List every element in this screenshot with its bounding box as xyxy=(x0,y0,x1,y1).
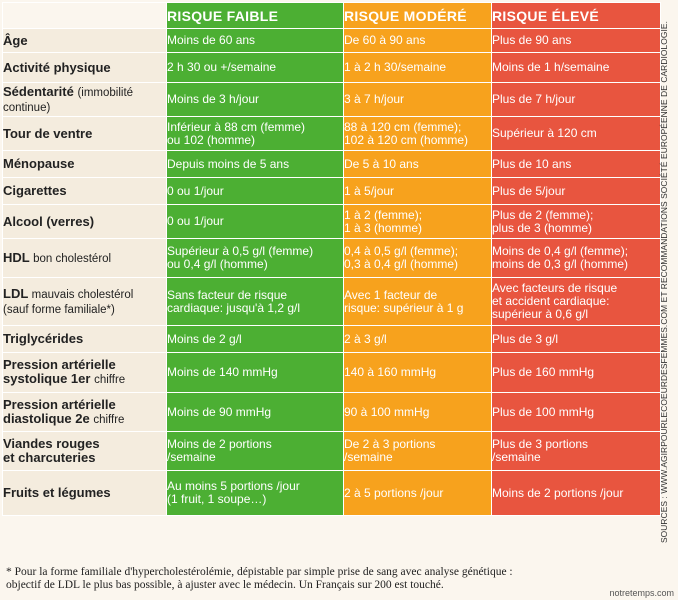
row-label-sub: mauvais cholestérol (sauf forme familiale*) xyxy=(3,288,134,316)
row-label-main: Alcool (verres) xyxy=(3,213,95,229)
row-label xyxy=(3,239,167,278)
cell-high-risk: Moins de 2 portions /jour xyxy=(492,471,661,516)
row-label-main: Fruits et légumes xyxy=(3,485,111,500)
sources-vertical xyxy=(652,4,676,560)
risk-table xyxy=(2,2,661,516)
row-label-sub: bon cholestérol xyxy=(33,252,112,265)
cell-high-risk: Plus de 10 ans xyxy=(492,151,661,178)
row-label xyxy=(3,205,167,239)
table-row xyxy=(3,53,661,83)
cell-moderate-risk: 90 à 100 mmHg xyxy=(344,393,492,432)
table-row xyxy=(3,326,661,353)
cell-low-risk: Moins de 2 g/l xyxy=(167,326,344,353)
row-label-main: HDL xyxy=(3,249,30,265)
row-label xyxy=(3,117,167,151)
cell-high-risk: Plus de 3 portions /semaine xyxy=(492,432,661,471)
row-label xyxy=(3,178,167,205)
cell-high-risk: Moins de 0,4 g/l (femme); moins de 0,3 g/l (homme) xyxy=(492,239,661,278)
cell-high-risk: Plus de 3 g/l xyxy=(492,326,661,353)
cell-high-risk: Plus de 90 ans xyxy=(492,29,661,53)
cell-high-risk: Plus de 100 mmHg xyxy=(492,393,661,432)
cell-low-risk: Sans facteur de risque cardiaque: jusqu'à 1,2 g/l xyxy=(167,278,344,326)
table-row xyxy=(3,432,661,471)
footnote-line-1: * Pour la forme familiale d'hypercholestérolémie, dépistable par simple prise de sang avec analyse génétique : xyxy=(6,566,513,578)
cell-low-risk: Moins de 2 portions /semaine xyxy=(167,432,344,471)
table-row xyxy=(3,117,661,151)
row-label xyxy=(3,53,167,83)
cell-low-risk: Inférieur à 88 cm (femme) ou 102 (homme) xyxy=(167,117,344,151)
cell-low-risk: 0 ou 1/jour xyxy=(167,178,344,205)
table-row xyxy=(3,393,661,432)
row-label-main: Activité physique xyxy=(3,59,111,75)
table-row xyxy=(3,278,661,326)
cell-moderate-risk: 1 à 2 (femme); 1 à 3 (homme) xyxy=(344,205,492,239)
cell-moderate-risk: 0,4 à 0,5 g/l (femme); 0,3 à 0,4 g/l (homme) xyxy=(344,239,492,278)
row-label xyxy=(3,393,167,432)
header-row xyxy=(3,3,661,29)
row-label xyxy=(3,151,167,178)
row-label xyxy=(3,353,167,393)
cell-low-risk: Moins de 90 mmHg xyxy=(167,393,344,432)
row-label-main: Pression artérielle diastolique 2e xyxy=(3,396,116,426)
row-label xyxy=(3,29,167,53)
cell-moderate-risk: De 60 à 90 ans xyxy=(344,29,492,53)
header-corner xyxy=(3,3,167,29)
cell-moderate-risk: 2 à 3 g/l xyxy=(344,326,492,353)
row-label xyxy=(3,278,167,326)
cell-low-risk: Moins de 60 ans xyxy=(167,29,344,53)
row-label-main: Âge xyxy=(3,32,28,48)
table-row xyxy=(3,471,661,516)
row-label-sub: (immobilité continue) xyxy=(3,86,134,114)
cell-high-risk: Plus de 5/jour xyxy=(492,178,661,205)
cell-moderate-risk: 88 à 120 cm (femme); 102 à 120 cm (homme) xyxy=(344,117,492,151)
row-label-main: Sédentarité xyxy=(3,83,74,99)
table-row xyxy=(3,151,661,178)
cell-low-risk: Au moins 5 portions /jour (1 fruit, 1 soupe…) xyxy=(167,471,344,516)
cell-high-risk: Moins de 1 h/semaine xyxy=(492,53,661,83)
table-row xyxy=(3,83,661,117)
row-label-main: Tour de ventre xyxy=(3,125,93,141)
sources-text: SOURCES : WWW.AGIRPOURLECOEURDESFEMMES.COM ET RECOMMANDATIONS SOCIÉTÉ EUROPÉENNE DE CARDIOLOGIE. xyxy=(659,20,669,544)
cell-moderate-risk: 1 à 2 h 30/semaine xyxy=(344,53,492,83)
cell-moderate-risk: De 5 à 10 ans xyxy=(344,151,492,178)
row-label-main: LDL xyxy=(3,285,29,301)
footnote xyxy=(6,566,646,592)
table-row xyxy=(3,353,661,393)
cell-low-risk: Moins de 3 h/jour xyxy=(167,83,344,117)
cell-low-risk: 2 h 30 ou +/semaine xyxy=(167,53,344,83)
cell-moderate-risk: 3 à 7 h/jour xyxy=(344,83,492,117)
cell-low-risk: 0 ou 1/jour xyxy=(167,205,344,239)
cell-moderate-risk: De 2 à 3 portions /semaine xyxy=(344,432,492,471)
cell-high-risk: Supérieur à 120 cm xyxy=(492,117,661,151)
cell-high-risk: Plus de 160 mmHg xyxy=(492,353,661,393)
cell-moderate-risk: Avec 1 facteur de risque: supérieur à 1 g xyxy=(344,278,492,326)
row-label-main: Ménopause xyxy=(3,156,75,171)
row-label xyxy=(3,83,167,117)
table-row xyxy=(3,29,661,53)
header-low-risk: RISQUE FAIBLE xyxy=(167,3,344,29)
cell-high-risk: Plus de 7 h/jour xyxy=(492,83,661,117)
table-row xyxy=(3,205,661,239)
row-label xyxy=(3,432,167,471)
row-label-sub: chiffre xyxy=(93,413,125,426)
row-label-main: Cigarettes xyxy=(3,183,67,198)
cell-moderate-risk: 1 à 5/jour xyxy=(344,178,492,205)
cell-moderate-risk: 140 à 160 mmHg xyxy=(344,353,492,393)
row-label-main: Pression artérielle systolique 1er xyxy=(3,357,116,386)
row-label-sub: chiffre xyxy=(94,374,126,386)
cell-moderate-risk: 2 à 5 portions /jour xyxy=(344,471,492,516)
cell-low-risk: Supérieur à 0,5 g/l (femme) ou 0,4 g/l (homme) xyxy=(167,239,344,278)
header-moderate-risk: RISQUE MODÉRÉ xyxy=(344,3,492,29)
row-label xyxy=(3,471,167,516)
row-label-main: Triglycérides xyxy=(3,331,84,346)
cell-high-risk: Avec facteurs de risque et accident cardiaque: supérieur à 0,6 g/l xyxy=(492,278,661,326)
watermark: notretemps.com xyxy=(609,588,674,598)
table-row xyxy=(3,239,661,278)
table-row xyxy=(3,178,661,205)
cell-low-risk: Depuis moins de 5 ans xyxy=(167,151,344,178)
footnote-line-2: objectif de LDL le plus bas possible, à ajuster avec le médecin. Un Français sur 200 est touché. xyxy=(6,579,444,591)
cell-high-risk: Plus de 2 (femme); plus de 3 (homme) xyxy=(492,205,661,239)
row-label-main: Viandes rouges et charcuteries xyxy=(3,436,100,465)
row-label xyxy=(3,326,167,353)
cell-low-risk: Moins de 140 mmHg xyxy=(167,353,344,393)
header-high-risk: RISQUE ÉLEVÉ xyxy=(492,3,661,29)
